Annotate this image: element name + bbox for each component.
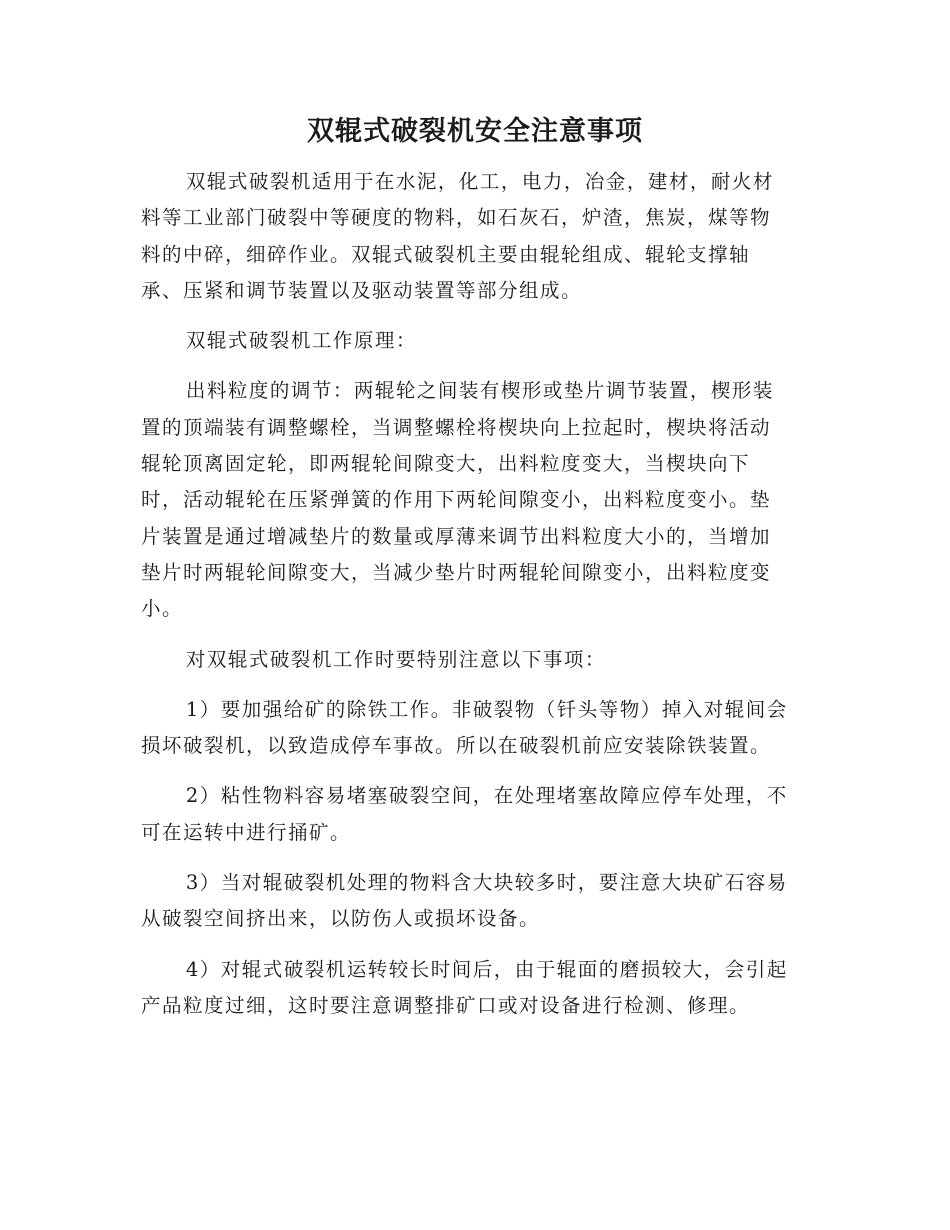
paragraph-notes-heading [141, 642, 813, 678]
paragraph-note-3 [141, 865, 813, 938]
text-line: 小。 [141, 597, 184, 621]
text-line: 双辊式破裂机工作原理： [185, 329, 417, 353]
text-line: 产品粒度过细，这时要注意调整排矿口或对设备进行检测、修理。 [141, 993, 751, 1017]
text-line: 料等工业部门破裂中等硬度的物料，如石灰石，炉渣，焦炭，煤等物 [141, 206, 772, 230]
document-body [141, 164, 813, 1038]
paragraph-adjustment [141, 373, 813, 627]
text-line: 置的顶端装有调整螺栓，当调整螺栓将楔块向上拉起时，楔块将活动 [141, 415, 772, 439]
text-line: 时，活动辊轮在压紧弹簧的作用下两轮间隙变小，出料粒度变小。垫 [141, 488, 772, 512]
paragraph-intro [141, 164, 813, 309]
text-line: 损坏破裂机，以致造成停车事故。所以在破裂机前应安装除铁装置。 [141, 734, 772, 758]
text-line: 2）粘性物料容易堵塞破裂空间，在处理堵塞故障应停车处理，不 [185, 784, 788, 808]
text-line: 3）当对辊破裂机处理的物料含大块较多时，要注意大块矿石容易 [185, 871, 788, 895]
text-line: 双辊式破裂机适用于在水泥，化工，电力，冶金，建材，耐火材 [185, 170, 774, 193]
text-line: 从破裂空间挤出来，以防伤人或损坏设备。 [141, 907, 541, 931]
document-title: 双辊式破裂机安全注意事项 [307, 116, 643, 147]
text-line: 对双辊式破裂机工作时要特别注意以下事项： [185, 647, 606, 671]
paragraph-note-1 [141, 692, 813, 765]
text-line: 4）对辊式破裂机运转较长时间后，由于辊面的磨损较大，会引起 [185, 957, 788, 981]
paragraph-note-2 [141, 778, 813, 851]
text-line: 垫片时两辊轮间隙变大，当减少垫片时两辊轮间隙变小，出料粒度变 [141, 560, 772, 584]
paragraph-principle-heading [141, 323, 813, 359]
text-line: 辊轮顶离固定轮，即两辊轮间隙变大，出料粒度变大，当楔块向下 [141, 452, 751, 476]
text-line: 片装置是通过增减垫片的数量或厚薄来调节出料粒度大小的，当增加 [141, 524, 772, 548]
text-line: 承、压紧和调节装置以及驱动装置等部分组成。 [141, 278, 583, 302]
text-line: 可在运转中进行捅矿。 [141, 820, 352, 844]
paragraph-note-4 [141, 952, 813, 1025]
text-line: 1）要加强给矿的除铁工作。非破裂物（钎头等物）掉入对辊间会 [185, 697, 788, 721]
text-line: 料的中碎，细碎作业。双辊式破裂机主要由辊轮组成、辊轮支撑轴 [141, 242, 751, 266]
text-line: 出料粒度的调节：两辊轮之间装有楔形或垫片调节装置，楔形装 [185, 379, 774, 403]
